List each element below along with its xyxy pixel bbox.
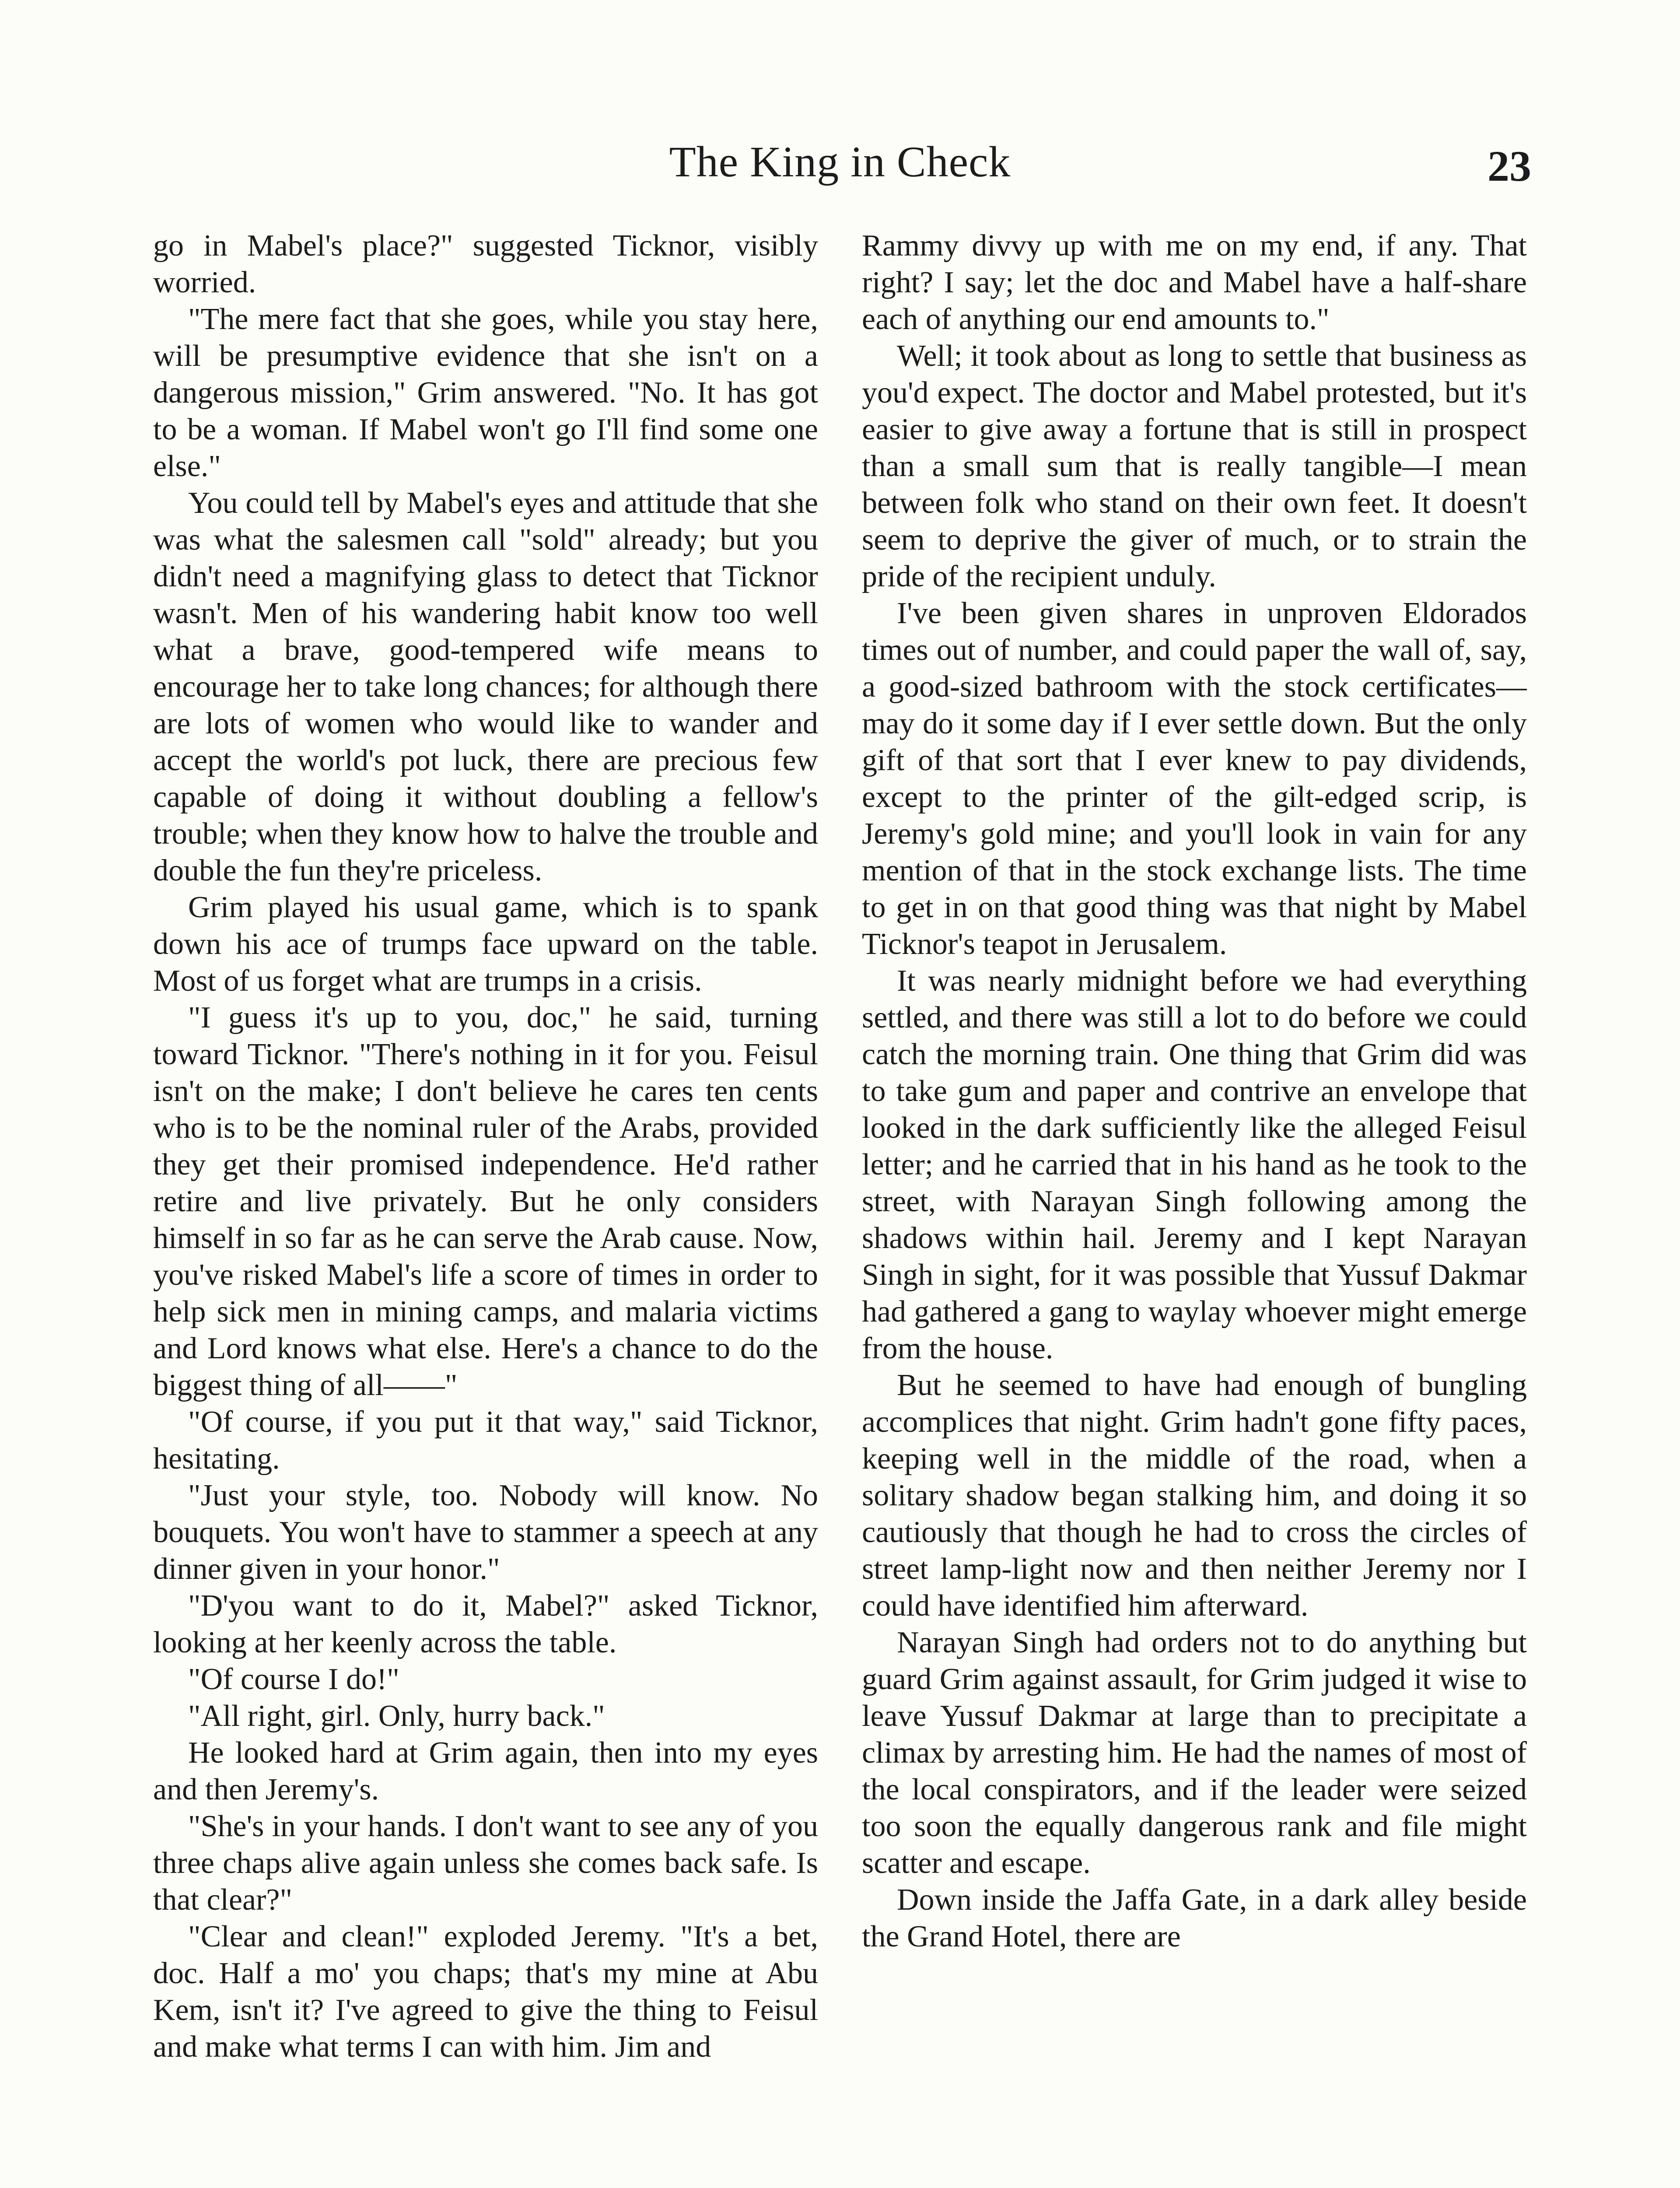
paragraph: "D'you want to do it, Mabel?" asked Ticknor, looking at her keenly across the table. (153, 1589, 818, 1659)
paragraph: "Clear and clean!" exploded Jeremy. "It's a bet, doc. Half a mo' you chaps; that's my mine at Abu Kem, isn't it? I've agreed to give the thing to Feisul and make what terms I can with him. Jim and (153, 1920, 818, 2064)
paragraph: It was nearly midnight before we had everything settled, and there was still a lot to do before we could catch the morning train. One thing that Grim did was to take gum and paper and contrive an envelope that looked in the dark sufficiently like the alleged Feisul letter; and he carried that in his hand as he took to the street, with Narayan Singh following among the shadows within hail. Jeremy and I kept Narayan Singh in sight, for it was possible that Yussuf Dakmar had gathered a gang to waylay whoever might emerge from the house. (862, 964, 1527, 1365)
paragraph: Narayan Singh had orders not to do anything but guard Grim against assault, for Grim judged it wise to leave Yussuf Dakmar at large than to precipitate a climax by arresting him. He had the names of most of the local conspirators, and if the leader were seized too soon the equally dangerous rank and file might scatter and escape. (862, 1626, 1527, 1880)
page-number: 23 (1488, 142, 1531, 190)
paragraph: But he seemed to have had enough of bungling accomplices that night. Grim hadn't gone fifty paces, keeping well in the middle of the road, when a solitary shadow began stalking him, and doing it so cautiously that though he had to cross the circles of street lamp-light now and then neither Jeremy nor I could have identified him afterward. (862, 1368, 1527, 1623)
paragraph: "The mere fact that she goes, while you stay here, will be presumptive evidence that she isn't on a dangerous mission," Grim answered. "No. It has got to be a woman. If Mabel won't go I'll find some one else." (153, 302, 818, 483)
right-column (862, 228, 1527, 2188)
paragraph: "Just your style, too. Nobody will know. No bouquets. You won't have to stammer a speech at any dinner given in your honor." (153, 1479, 818, 1586)
paragraph: "She's in your hands. I don't want to see any of you three chaps alive again unless she comes back safe. Is that clear?" (153, 1809, 818, 1917)
paragraph: I've been given shares in unproven Eldorados times out of number, and could paper the wall of, say, a good-sized bathroom with the stock certificates—may do it some day if I ever settle down. But the only gift of that sort that I ever knew to pay dividends, except to the printer of the gilt-edged scrip, is Jeremy's gold mine; and you'll look in vain for any mention of that in the stock exchange lists. The time to get in on that good thing was that night by Mabel Ticknor's teapot in Jerusalem. (862, 596, 1527, 961)
paragraph: "All right, girl. Only, hurry back." (188, 1699, 605, 1733)
paragraph: "Of course, if you put it that way," said Ticknor, hesitating. (153, 1405, 818, 1476)
paragraph: go in Mabel's place?" suggested Ticknor, visibly worried. (153, 229, 818, 299)
paragraph: Well; it took about as long to settle that business as you'd expect. The doctor and Mabel protested, but it's easier to give away a fortune that is still in prospect than a small sum that is really tangible—I mean between folk who stand on their own feet. It doesn't seem to deprive the giver of much, or to strain the pride of the recipient unduly. (862, 339, 1527, 593)
paragraph: Rammy divvy up with me on my end, if any. That right? I say; let the doc and Mabel have a half-share each of anything our end amounts to." (862, 229, 1527, 336)
left-column (153, 228, 818, 2188)
running-title: The King in Check (669, 137, 1011, 186)
paragraph: Grim played his usual game, which is to spank down his ace of trumps face upward on the table. Most of us forget what are trumps in a crisis. (153, 891, 818, 998)
paragraph: He looked hard at Grim again, then into my eyes and then Jeremy's. (153, 1736, 818, 1806)
paragraph: Down inside the Jaffa Gate, in a dark alley beside the Grand Hotel, there are (862, 1883, 1527, 1953)
text-columns (153, 228, 1527, 2188)
page-header (149, 131, 1531, 193)
paragraph: You could tell by Mabel's eyes and attitude that she was what the salesmen call "sold" already; but you didn't need a magnifying glass to detect that Ticknor wasn't. Men of his wandering habit know too well what a brave, good-tempered wife means to encourage her to take long chances; for although there are lots of women who would like to wander and accept the world's pot luck, there are precious few capable of doing it without doubling a fellow's trouble; when they know how to halve the trouble and double the fun they're priceless. (153, 486, 818, 887)
paragraph: "I guess it's up to you, doc," he said, turning toward Ticknor. "There's nothing in it for you. Feisul isn't on the make; I don't believe he cares ten cents who is to be the nominal ruler of the Arabs, provided they get their promised independence. He'd rather retire and live privately. But he only considers himself in so far as he can serve the Arab cause. Now, you've risked Mabel's life a score of times in order to help sick men in mining camps, and malaria victims and Lord knows what else. Here's a chance to do the biggest thing of all——" (153, 1001, 818, 1402)
paragraph: "Of course I do!" (188, 1662, 399, 1696)
